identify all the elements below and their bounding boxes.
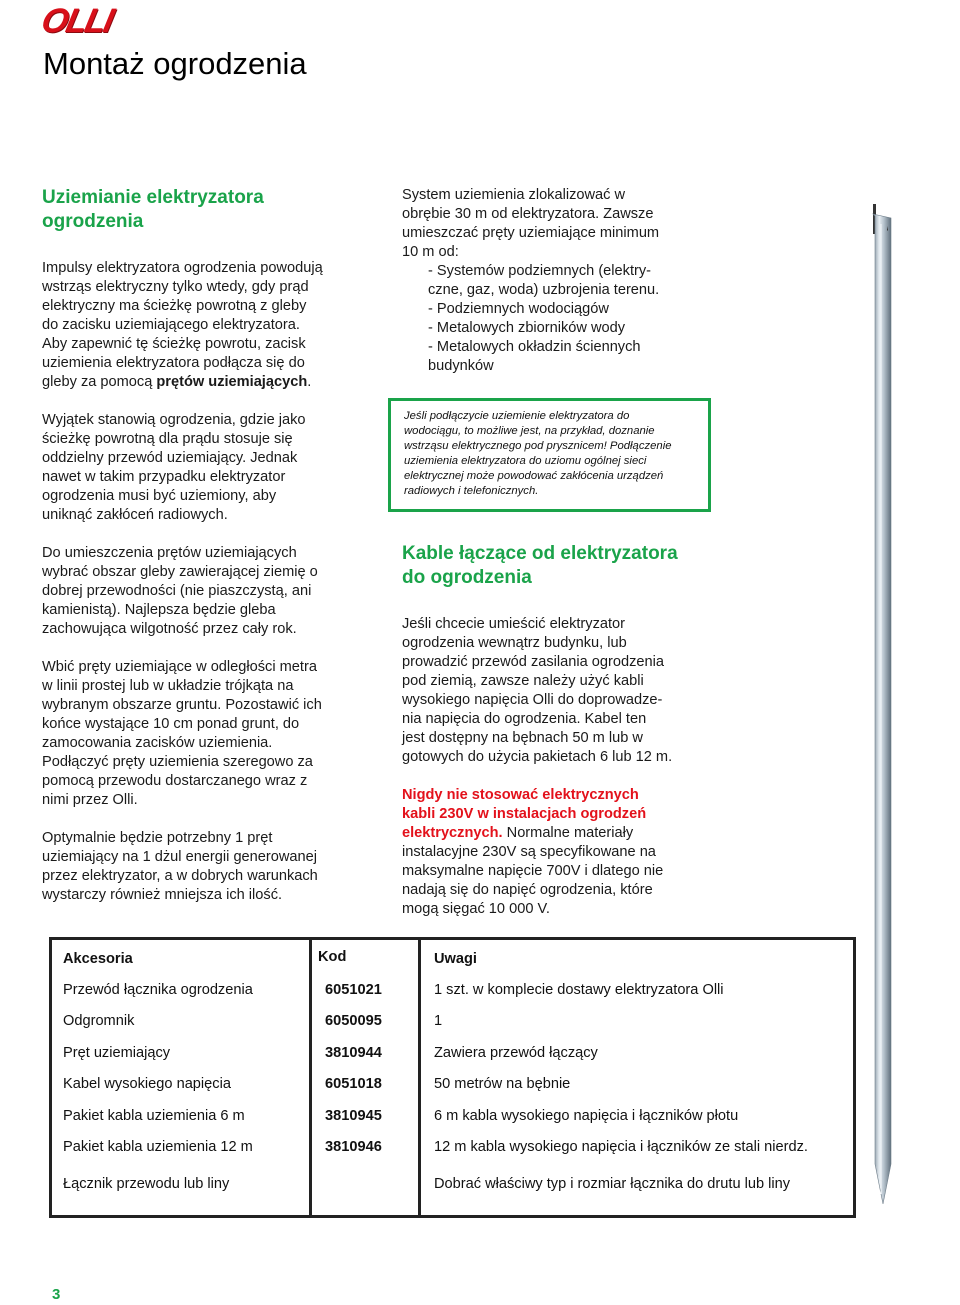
bold-ground-rods: prętów uziemiających xyxy=(156,374,308,390)
table-row: Pakiet kabla uziemienia 12 m 3810946 12 m kabla wysokiego napięcia i łączników ze stali nierdz. xyxy=(63,1139,808,1155)
right-column xyxy=(402,186,722,376)
header-code: Kod xyxy=(318,949,347,965)
list-item: - Metalowych zbiorników wody xyxy=(428,320,626,336)
warning-box: Jeśli podłączycie uziemienie elektryzatora do wodociągu, to możliwe jest, na przykład, doznanie wstrząsu elektrycznego pod prysznicem! Podłączenie uziemienia elektryzatora do uziomu ogólnej sieci elektrycznej może powodować zakłócenia urządzeń radiowych i telefonicznych. xyxy=(388,398,711,512)
grounding-intro-paragraph: Impulsy elektryzatora ogrodzenia powodują wstrząs elektryczny tylko wtedy, gdy prąd elektryczny ma ścieżkę powrotną z gleby do zacisku uziemiającego elektryzatora. Aby zapewnić tę ścieżkę powrotu, zacisk uziemienia elektryzatora podłącza się do gleby za pomocą prętów uziemiających. xyxy=(42,260,323,390)
cables-heading: Kable łączące od elektryzatora do ogrodzenia xyxy=(402,543,678,588)
olli-logo xyxy=(40,2,122,42)
page-title: Montaż ogrodzenia xyxy=(43,46,307,81)
soil-paragraph: Do umieszczenia prętów uziemiających wybrać obszar gleby zawierającej ziemię o dobrej przewodności (nie piaszczystą, ani kamienistą). Najlepsza będzie gleba zachowująca wilgotność przez cały rok. xyxy=(42,545,318,637)
header-notes: Uwagi xyxy=(434,951,477,967)
never-use-230v-paragraph: Nigdy nie stosować elektrycznych kabli 230V w instalacjach ogrodzeń elektrycznych. Normalne materiały instalacyjne 230V są specyfikowane na maksymalne napięcie 700V i dlatego nie nadają się do napięć ogrodzenia, które mogą sięgać 10 000 V. xyxy=(402,786,722,919)
drive-rods-paragraph: Wbić pręty uziemiające w odległości metra w linii prostej lub w układzie trójkąta na wybranym obszarze gruntu. Pozostawić ich końce wystające 10 cm ponad grunt, do zamocowania zacisków uziemienia. Podłączyć pręty uziemienia szeregowo za pomocą przewodu dostarczanego wraz z nimi przez Olli. xyxy=(42,659,322,808)
table-row: Łącznik przewodu lub liny Dobrać właściwy typ i rozmiar łącznika do drutu lub liny xyxy=(63,1176,791,1192)
table-row: Odgromnik 6050095 1 xyxy=(63,1013,443,1029)
table-row: Pakiet kabla uziemienia 6 m 3810945 6 m kabla wysokiego napięcia i łączników płotu xyxy=(63,1107,739,1124)
page-number: 3 xyxy=(52,1286,61,1303)
list-item: - Metalowych okładzin ściennych xyxy=(428,339,641,355)
table-header-row xyxy=(52,940,853,974)
exception-paragraph: Wyjątek stanowią ogrodzenia, gdzie jako ścieżkę powrotną dla prądu stosuje się oddzielny przewód uziemiający. Jednak nawet w takim przypadku elektryzator ogrodzenia musi być uziemiony, aby uniknąć zakłóceń radiowych. xyxy=(42,412,306,523)
red-warning-line: kabli 230V w instalacjach ogrodzeń xyxy=(402,806,647,822)
grounding-heading: Uziemianie elektryzatora ogrodzenia xyxy=(42,187,264,232)
red-warning-line: Nigdy nie stosować elektrycznych xyxy=(402,787,639,803)
ground-rod-illustration xyxy=(871,204,895,1206)
cables-paragraph: Jeśli chcecie umieścić elektryzator ogrodzenia wewnątrz budynku, lub prowadzić przewód zasilania ogrodzenia pod ziemią, zawsze należy użyć kabli wysokiego napięcia Olli do doprowadze- nia napięcia do ogrodzenia. Kabel ten jest dostępny na bębnach 50 m lub w gotowych do użycia pakietach 6 lub 12 m. xyxy=(402,616,673,765)
table-divider xyxy=(418,940,421,1215)
accessories-table xyxy=(49,937,856,1218)
table-row: Przewód łącznika ogrodzenia 6051021 1 szt. w komplecie dostawy elektryzatora Olli xyxy=(63,981,724,998)
red-warning-line: elektrycznych. xyxy=(402,825,503,841)
list-item: budynków xyxy=(428,358,494,374)
table-row: Pręt uziemiający 3810944 Zawiera przewód łączący xyxy=(63,1044,598,1061)
location-paragraph: System uziemienia zlokalizować w obrębie 30 m od elektryzatora. Zawsze umieszczać pręty uziemiające minimum 10 m od: - Systemów podziemnych (elektry- czne, gaz, woda) uzbrojenia terenu. - Podziemnych wodociągów - Metalowych zbiorników wody - Metalowych okładzin ściennych budynków xyxy=(402,186,722,376)
left-column xyxy=(42,186,362,905)
header-accessories: Akcesoria xyxy=(63,951,133,967)
right-column-lower xyxy=(402,542,722,919)
list-item: czne, gaz, woda) uzbrojenia terenu. xyxy=(428,282,660,298)
list-item: - Systemów podziemnych (elektry- xyxy=(428,263,652,279)
table-row: Kabel wysokiego napięcia 6051018 50 metrów na bębnie xyxy=(63,1076,571,1092)
table-divider xyxy=(309,940,312,1215)
list-item: - Podziemnych wodociągów xyxy=(428,301,609,317)
rod-count-paragraph: Optymalnie będzie potrzebny 1 pręt uziemiający na 1 dżul energii generowanej przez elektryzator, a w dobrych warunkach wystarczy również mniejsza ich ilość. xyxy=(42,830,318,903)
logo-text: OLLI xyxy=(38,2,116,40)
